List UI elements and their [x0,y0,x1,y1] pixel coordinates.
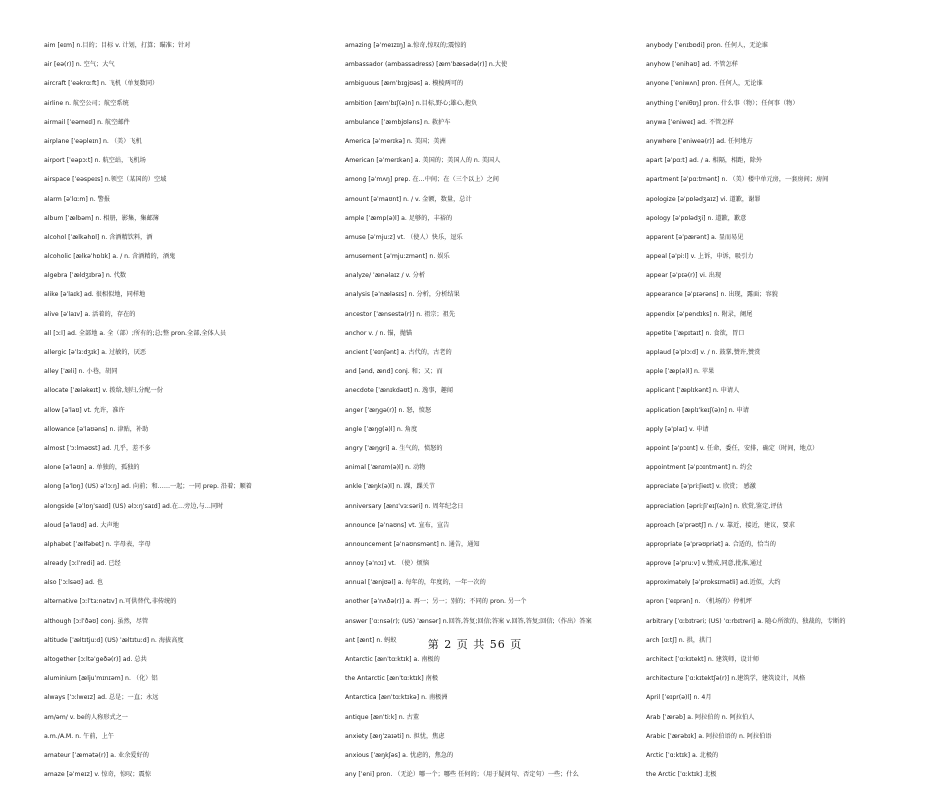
word-entry: anybody [ˈenɪbɒdi] pron. 任何人，无论谁 [646,42,768,49]
word-entry: almost [ˈɔːlməʊst] ad. 几乎，差不多 [44,444,151,452]
word-entry: always [ˈɔːlweɪz] ad. 总是；一直；永远 [44,694,159,702]
word-entry: amateur [ˈæmətə(r)] a. 业余爱好的 [44,751,149,759]
word-entry: appropriate [əˈprəʊpriət] a. 合适的，恰当的 [646,540,776,548]
word-entry: anniversary [ænɪˈvɜːsəri] n. 周年纪念日 [345,502,464,510]
word-entry: allocate [ˈæləkeɪt] v. 拨给,划归,分配一份 [44,387,163,395]
word-entry: ample [ˈæmp(ə)l] a. 足够的，丰裕的 [345,214,453,222]
word-entry: apologize [əˈpɒlədʒaɪz] vi. 道歉，谢罪 [646,195,761,203]
word-entry: alternative [ɔːlˈtɜːnətɪv] n.可供替代,非传统的 [44,598,177,606]
word-entry: apparent [əˈpærənt] a. 显而易见 [646,233,744,241]
word-entry: ambition [æmˈbɪʃ(ə)n] n.目标,野心;雄心,抱负 [345,99,478,107]
word-entry: allowance [əˈlaʊəns] n. 津贴，补助 [44,425,149,433]
word-entry: American [əˈmerɪkən] a. 美国的；美国人的 n. 美国人 [345,157,501,165]
word-entry: amazing [əˈmeɪzɪŋ] a.惊奇,惊叹的;震惊的 [345,42,467,49]
word-entry: Arctic [ˈɑːktɪk] a. 北极的 [646,751,719,759]
word-entry: arch [ɑːtʃ] n. 拱，拱门 [646,636,712,644]
word-entry: anyhow [ˈenihaʊ] ad. 不管怎样 [646,61,738,69]
word-entry: ambiguous [æmˈbɪgjʊəs] a. 模棱两可的 [345,80,464,88]
word-entry: airport [ˈeəpɔːt] n. 航空站，飞机场 [44,157,146,165]
word-entry: approach [əˈprəʊtʃ] n. / v. 靠近，接近，建议，要求 [646,521,795,529]
word-entry: and [ənd, ænd] conj. 和；又；而 [345,368,443,376]
word-entry: airline n. 航空公司；航空系统 [44,99,129,107]
word-entry: America [əˈmerɪkə] n. 美国；美洲 [345,137,446,145]
word-column-3 [646,41,921,789]
word-entry: among [əˈmʌŋ] prep. 在…中间；在（三个以上）之间 [345,176,499,184]
word-entry: anyone [ˈeniwʌn] pron. 任何人，无论谁 [646,80,763,88]
word-entry: annoy [əˈnɔɪ] vt. （使）烦恼 [345,560,429,568]
word-entry: airspace [ˈeəspeɪs] n.领空（某国的）空域 [44,176,167,184]
word-entry: anchor v. / n. 锚，拋锚 [345,329,413,337]
word-entry: amuse [əˈmjuːz] vt. （使人）快乐，逗乐 [345,233,463,241]
word-entry: arbitrary [ˈɑːbɪtrəri; (US) ˈɑːrbɪtreri] a. 随心所欲的、独裁的，专断的 [646,617,846,625]
word-entry: alcoholic [ælkəˈhɒlɪk] a. / n. 含酒精的，酒鬼 [44,253,176,261]
word-entry: apron [ˈeɪprən] n. （机场的）停机坪 [646,598,752,606]
page-number-footer: 第 2 页 共 56 页 [427,638,523,651]
word-entry: airplane [ˈeəpleɪn] n. （美）飞机 [44,137,142,145]
word-entry: answer [ˈɑːnsə(r); (US) ˈænsər] n.回答,答复;回信;答案 v.回答,答复;回信;（作出）答案 [345,617,592,625]
word-entry: another [əˈnʌðə(r)] a. 再一；另一；别的；不同的 pron. 另一个 [345,598,527,606]
word-entry: anxiety [æŋˈzaɪəti] n. 担忧，焦虑 [345,732,445,740]
word-entry: altitude [ˈæltɪtjuːd] (US) ˈæltɪtuːd] n. 海拔高度 [44,636,184,644]
word-entry: anything [ˈeniθɪŋ] pron. 什么事（物）；任何事（物） [646,99,799,107]
word-entry: anger [ˈæŋgə(r)] n. 怒，愤怒 [345,406,432,414]
word-entry: ancestor [ˈænsestə(r)] n. 祖宗；祖先 [345,310,456,318]
word-entry: ankle [ˈæŋk(ə)l] n. 踝，踝关节 [345,483,436,491]
word-entry: anywhere [ˈeniweə(r)] ad. 任何地方 [646,137,753,145]
word-entry: aluminium [æljuˈmɪnɪəm] n. （化）铝 [44,675,158,683]
word-entry: also [ˈɔːlsəʊ] ad. 也 [44,579,103,587]
word-entry: applaud [əˈplɔːd] v. / n. 鼓掌,赞许,赞赏 [646,349,761,356]
word-entry: alcohol [ˈælkəhɒl] n. 含酒精饮料，酒 [44,233,153,241]
word-entry: animal [ˈænɪm(ə)l] n. 动物 [345,464,426,472]
word-entry: aloud [əˈlaʊd] ad. 大声地 [44,521,119,529]
word-entry: ambulance [ˈæmbjʊləns] n. 救护车 [345,118,451,126]
word-entry: album [ˈælbəm] n. 相册，影集，集邮簿 [44,214,159,222]
word-entry: ancient [ˈeɪnʃənt] a. 古代的，古老的 [345,349,452,356]
word-entry: apartment [əˈpɑːtmənt] n. （美）楼中单元房，一套房间；房间 [646,176,829,184]
word-entry: alongside [əˈlɒŋˈsaɪd] (US) əlɔːŋˈsaɪd] ad.在…旁边,与…同时 [44,502,224,510]
word-entry: appointment [əˈpɔɪntmənt] n. 约会 [646,464,753,472]
word-entry: apply [əˈplaɪ] v. 申请 [646,425,709,433]
word-entry: aim [eɪm] n.目的；目标 v. 计划，打算；瞄准；针对 [44,42,191,49]
word-entry: appear [əˈpɪə(r)] vi. 出现 [646,272,722,280]
word-entry: Antarctic [ænˈtɑːktɪk] a. 南极的 [345,656,440,663]
word-entry: anywa [ˈeniweɪ] ad. 不管怎样 [646,118,734,126]
word-column-2 [345,41,620,789]
word-entry: appreciate [əˈpriːʃieɪt] v. 欣赏； 感激 [646,483,756,491]
word-entry: amount [əˈmaʊnt] n. / v. 金额，数量，总计 [345,195,472,203]
word-entry: apple [ˈæp(ə)l] n. 苹果 [646,368,715,376]
word-entry: antique [ænˈtiːk] n. 古董 [345,713,420,721]
word-entry: apart [əˈpɑːt] ad. / a. 相隔，相距，除外 [646,157,763,165]
word-entry: angle [ˈæŋg(ə)l] n. 角度 [345,425,418,433]
word-entry: annual [ˈænjʊəl] a. 每年的，年度的，一年一次的 [345,579,486,587]
word-entry: alarm [əˈlɑːm] n. 警报 [44,195,111,203]
word-entry: anecdote [ˈænɪkdəʊt] n. 逸事，趣闻 [345,387,453,395]
word-entry: amaze [əˈmeɪz] v. 惊奇，惊叹；震惊 [44,771,151,779]
word-entry: applicant [ˈæplɪkənt] n. 申请人 [646,387,740,395]
word-entry: although [ɔːlˈðəʊ] conj. 虽然，尽管 [44,617,149,625]
word-entry: architecture [ˈɑːkɪtektʃə(r)] n.建筑学，建筑设计，风格 [646,675,806,683]
word-entry: alphabet [ˈælfəbet] n. 字母表，字母 [44,540,151,548]
word-entry: all [ɔːl] ad. 全部地 a. 全（部）;所有的;总;整 pron.全部,全体人员 [44,329,227,337]
word-entry: alley [ˈæli] n. 小巷，胡同 [44,368,118,376]
word-entry: anxious [ˈæŋkʃəs] a. 忧虑的，焦急的 [345,751,454,759]
word-entry: any [ˈeni] pron. （无论）哪一个；哪些 任何的；（用于疑问句、否定句）一些；什么 [345,771,579,779]
word-entry: aircraft [ˈeəkrɑːft] n. 飞机（单复数同） [44,80,159,88]
word-entry: Arab [ˈærəb] a. 阿拉伯的 n. 阿拉伯人 [646,713,755,721]
word-entry: appeal [əˈpiːl] v. 上诉，申诉，吸引力 [646,253,754,261]
word-entry: April [ˈeɪpr(ə)l] n. 4月 [646,694,712,702]
word-entry: algebra [ˈældʒɪbrə] n. 代数 [44,272,127,280]
word-entry: appetite [ˈæpɪtaɪt] n. 食欲，胃口 [646,329,745,337]
word-entry: the Arctic [ˈɑːktɪk] 北极 [646,771,717,779]
word-entry: allergic [əˈlɜːdʒɪk] a. 过敏的，厌恶 [44,349,147,356]
word-entry: along [əˈlɒŋ] (US) əˈlɔːŋ] ad. 向前；和……一起；一同 prep. 沿着；顺着 [44,483,252,491]
word-entry: ant [ænt] n. 蚂蚁 [345,636,397,644]
word-entry: appreciation [əpriːʃiˈeɪʃ(ə)n] n. 欣赏,鉴定,评估 [646,502,783,510]
word-entry: the Antarctic [ænˈtɑːktɪk] 南极 [345,675,439,683]
word-entry: ambassador (ambassadress) [æmˈbæsədə(r)] n.大使 [345,61,508,69]
word-entry: airmail [ˈeəmeɪl] n. 航空邮件 [44,118,130,126]
word-entry: appoint [əˈpɔɪnt] v. 任命，委任，安排，确定（时间，地点） [646,444,819,452]
word-entry: approve [əˈpruːv] v.赞成,同意,批准,通过 [646,560,763,568]
word-entry: appendix [əˈpendɪks] n. 附录，阑尾 [646,310,753,318]
word-entry: architect [ˈɑːkɪtekt] n. 建筑师，设计师 [646,656,760,663]
word-entry: Arabic [ˈærəbɪk] a. 阿拉伯语的 n. 阿拉伯语 [646,732,772,740]
word-entry: already [ɔːlˈredi] ad. 已经 [44,560,121,568]
word-entry: apology [əˈpɒlədʒi] n. 道歉，歉意 [646,214,747,222]
word-entry: altogether [ɔːltəˈgeðə(r)] ad. 总共 [44,656,147,663]
word-entry: am/əm/ v. be的人称形式之一 [44,713,128,721]
word-entry: announcement [əˈnaʊnsmənt] n. 通告，通知 [345,540,480,548]
word-entry: appearance [əˈpɪərəns] n. 出现，露面；容貌 [646,291,778,299]
word-entry: approximately [əˈprɒksɪmətli] ad.近似，大约 [646,579,781,587]
word-entry: alive [əˈlaɪv] a. 活着的，存在的 [44,310,136,318]
word-entry: angry [ˈæŋgri] a. 生气的，愤怒的 [345,444,443,452]
word-entry: alike [əˈlaɪk] ad. 很相似地，同样地 [44,291,146,299]
word-entry: a.m./A.M. n. 午前，上午 [44,732,114,740]
word-entry: amusement [əˈmjuːzmənt] n. 娱乐 [345,253,450,261]
word-column-1 [44,41,319,789]
word-entry: application [æplɪˈkeɪʃ(ə)n] n. 申请 [646,406,749,414]
word-entry: announce [əˈnaʊns] vt. 宣布，宣告 [345,521,450,529]
word-entry: Antarctica [ænˈtɑːktɪkə] n. 南极洲 [345,694,448,702]
word-entry: allow [əˈlaʊ] vt. 允许，准许 [44,406,125,414]
word-entry: analysis [əˈnæləsɪs] n. 分析，分析结果 [345,291,460,299]
word-entry: alone [əˈləʊn] a. 单独的，孤独的 [44,464,140,472]
word-entry: analyze/ ˈænəlaɪz / v. 分析 [345,272,426,280]
word-entry: air [eə(r)] n. 空气；大气 [44,61,115,69]
